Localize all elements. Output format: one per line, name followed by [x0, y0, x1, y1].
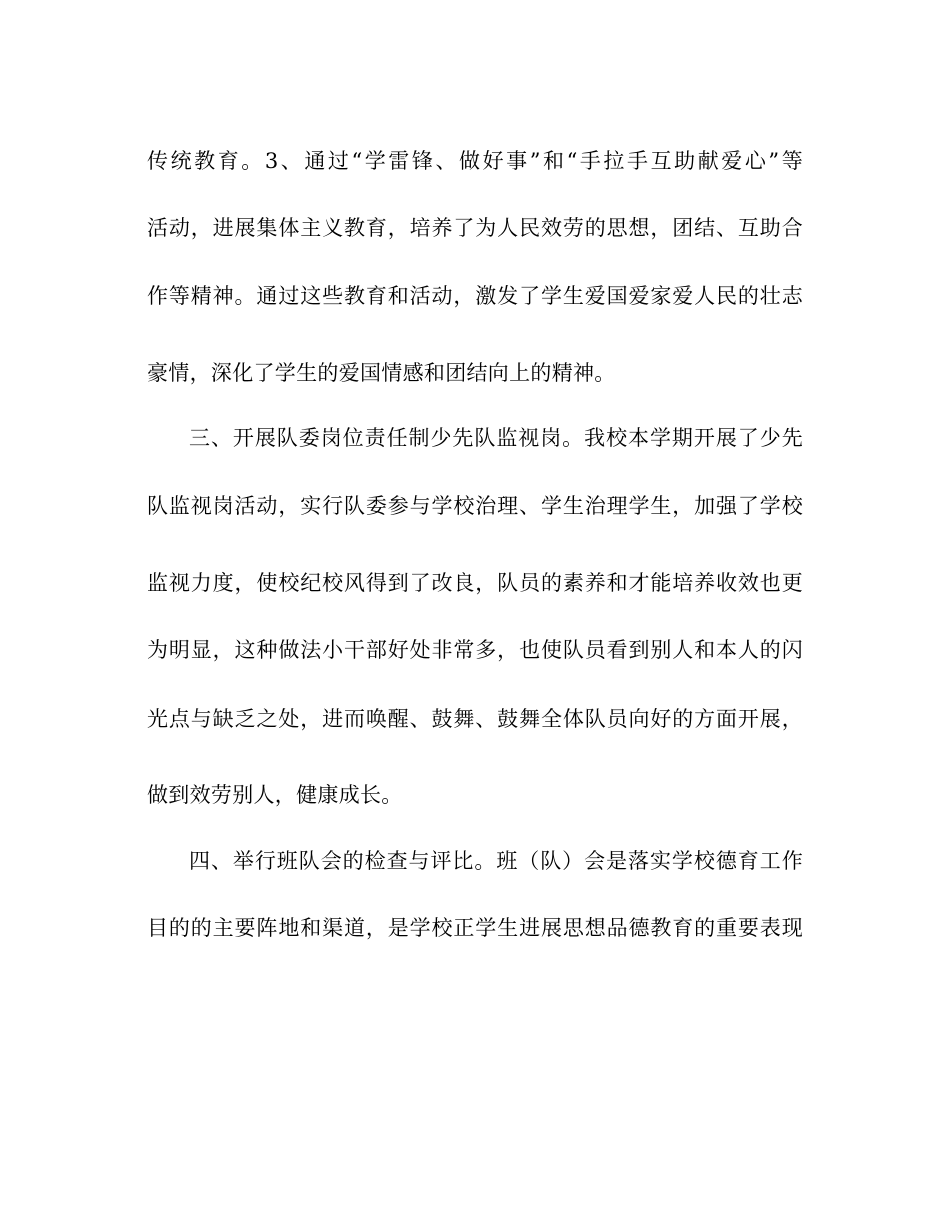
paragraph-line: 活动，进展集体主义教育，培养了为人民效劳的思想，团结、互助合 [147, 216, 803, 240]
paragraph-line: 豪情，深化了学生的爱国情感和团结向上的精神。 [147, 361, 616, 385]
paragraph-line: 做到效劳别人，健康成长。 [147, 783, 403, 807]
paragraph-line: 监视力度，使校纪校风得到了改良，队员的素养和才能培养收效也更 [147, 571, 803, 595]
paragraph-line: 为明显，这种做法小干部好处非常多，也使队员看到别人和本人的闪 [147, 638, 803, 662]
paragraph-line: 传统教育。3、通过“学雷锋、做好事”和“手拉手互助献爱心”等 [147, 149, 803, 173]
paragraph-line: 三、开展队委岗位责任制少先队监视岗。我校本学期开展了少先 [189, 426, 803, 450]
paragraph-line: 目的的主要阵地和渠道，是学校正学生进展思想品德教育的重要表现 [147, 916, 803, 940]
paragraph-line: 作等精神。通过这些教育和活动，激发了学生爱国爱家爱人民的壮志 [147, 284, 803, 308]
paragraph-line: 四、举行班队会的检查与评比。班（队）会是落实学校德育工作 [189, 849, 803, 873]
paragraph-line: 队监视岗活动，实行队委参与学校治理、学生治理学生，加强了学校 [147, 494, 803, 518]
paragraph-line: 光点与缺乏之处，进而唤醒、鼓舞、鼓舞全体队员向好的方面开展， [147, 707, 803, 731]
